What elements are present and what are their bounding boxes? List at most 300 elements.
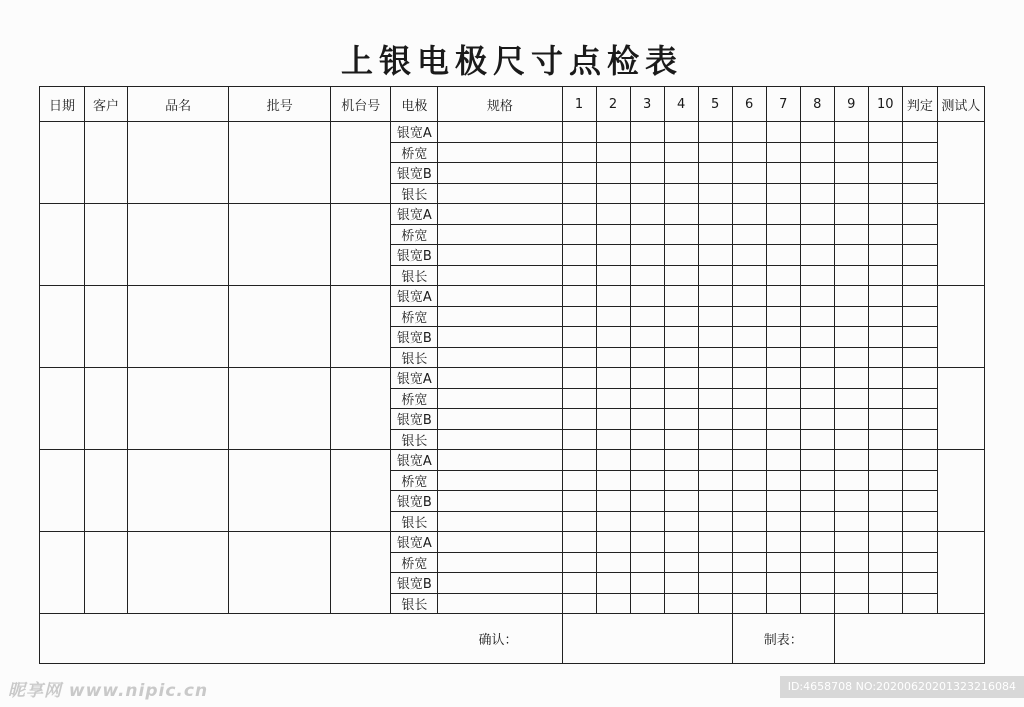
judgment-cell[interactable]	[902, 388, 937, 409]
measurement-cell-8[interactable]	[800, 142, 834, 163]
judgment-cell[interactable]	[902, 122, 937, 143]
measurement-cell-3[interactable]	[630, 122, 664, 143]
measurement-cell-1[interactable]	[562, 327, 596, 348]
measurement-cell-2[interactable]	[596, 552, 630, 573]
judgment-cell[interactable]	[902, 142, 937, 163]
measurement-cell-4[interactable]	[664, 450, 698, 471]
measurement-cell-7[interactable]	[766, 163, 800, 184]
measurement-cell-1[interactable]	[562, 142, 596, 163]
measurement-cell-8[interactable]	[800, 409, 834, 430]
measurement-cell-8[interactable]	[800, 183, 834, 204]
tester-cell[interactable]	[937, 122, 984, 204]
tester-cell[interactable]	[937, 532, 984, 614]
batch-no-cell[interactable]	[229, 368, 331, 450]
measurement-cell-10[interactable]	[868, 306, 902, 327]
measurement-cell-6[interactable]	[732, 573, 766, 594]
measurement-cell-4[interactable]	[664, 593, 698, 614]
measurement-cell-5[interactable]	[698, 470, 732, 491]
judgment-cell[interactable]	[902, 593, 937, 614]
measurement-cell-5[interactable]	[698, 552, 732, 573]
measurement-cell-2[interactable]	[596, 511, 630, 532]
measurement-cell-7[interactable]	[766, 593, 800, 614]
measurement-cell-3[interactable]	[630, 593, 664, 614]
measurement-cell-5[interactable]	[698, 142, 732, 163]
date-cell[interactable]	[40, 532, 85, 614]
measurement-cell-6[interactable]	[732, 306, 766, 327]
date-cell[interactable]	[40, 368, 85, 450]
measurement-cell-5[interactable]	[698, 286, 732, 307]
spec-cell[interactable]	[438, 122, 562, 143]
measurement-cell-4[interactable]	[664, 368, 698, 389]
measurement-cell-1[interactable]	[562, 491, 596, 512]
measurement-cell-2[interactable]	[596, 573, 630, 594]
customer-cell[interactable]	[85, 368, 128, 450]
measurement-cell-3[interactable]	[630, 142, 664, 163]
measurement-cell-7[interactable]	[766, 491, 800, 512]
product-name-cell[interactable]	[128, 532, 229, 614]
measurement-cell-8[interactable]	[800, 265, 834, 286]
measurement-cell-3[interactable]	[630, 347, 664, 368]
measurement-cell-1[interactable]	[562, 573, 596, 594]
measurement-cell-2[interactable]	[596, 142, 630, 163]
spec-cell[interactable]	[438, 265, 562, 286]
measurement-cell-5[interactable]	[698, 429, 732, 450]
measurement-cell-7[interactable]	[766, 470, 800, 491]
measurement-cell-6[interactable]	[732, 511, 766, 532]
measurement-cell-10[interactable]	[868, 245, 902, 266]
measurement-cell-4[interactable]	[664, 470, 698, 491]
measurement-cell-5[interactable]	[698, 388, 732, 409]
measurement-cell-7[interactable]	[766, 388, 800, 409]
measurement-cell-5[interactable]	[698, 491, 732, 512]
measurement-cell-1[interactable]	[562, 265, 596, 286]
customer-cell[interactable]	[85, 204, 128, 286]
measurement-cell-7[interactable]	[766, 450, 800, 471]
measurement-cell-5[interactable]	[698, 532, 732, 553]
measurement-cell-2[interactable]	[596, 204, 630, 225]
measurement-cell-7[interactable]	[766, 183, 800, 204]
measurement-cell-4[interactable]	[664, 429, 698, 450]
measurement-cell-4[interactable]	[664, 511, 698, 532]
measurement-cell-7[interactable]	[766, 245, 800, 266]
spec-cell[interactable]	[438, 511, 562, 532]
measurement-cell-1[interactable]	[562, 286, 596, 307]
measurement-cell-10[interactable]	[868, 593, 902, 614]
measurement-cell-9[interactable]	[834, 306, 868, 327]
measurement-cell-10[interactable]	[868, 388, 902, 409]
measurement-cell-6[interactable]	[732, 122, 766, 143]
measurement-cell-1[interactable]	[562, 122, 596, 143]
judgment-cell[interactable]	[902, 573, 937, 594]
measurement-cell-6[interactable]	[732, 163, 766, 184]
measurement-cell-3[interactable]	[630, 532, 664, 553]
measurement-cell-10[interactable]	[868, 163, 902, 184]
measurement-cell-10[interactable]	[868, 224, 902, 245]
measurement-cell-5[interactable]	[698, 265, 732, 286]
measurement-cell-4[interactable]	[664, 409, 698, 430]
spec-cell[interactable]	[438, 245, 562, 266]
measurement-cell-7[interactable]	[766, 409, 800, 430]
measurement-cell-10[interactable]	[868, 450, 902, 471]
measurement-cell-4[interactable]	[664, 552, 698, 573]
measurement-cell-1[interactable]	[562, 450, 596, 471]
measurement-cell-2[interactable]	[596, 450, 630, 471]
date-cell[interactable]	[40, 204, 85, 286]
measurement-cell-5[interactable]	[698, 163, 732, 184]
measurement-cell-10[interactable]	[868, 470, 902, 491]
date-cell[interactable]	[40, 286, 85, 368]
judgment-cell[interactable]	[902, 327, 937, 348]
measurement-cell-1[interactable]	[562, 204, 596, 225]
measurement-cell-9[interactable]	[834, 224, 868, 245]
batch-no-cell[interactable]	[229, 532, 331, 614]
measurement-cell-6[interactable]	[732, 552, 766, 573]
measurement-cell-2[interactable]	[596, 286, 630, 307]
judgment-cell[interactable]	[902, 552, 937, 573]
tester-cell[interactable]	[937, 368, 984, 450]
measurement-cell-5[interactable]	[698, 327, 732, 348]
spec-cell[interactable]	[438, 306, 562, 327]
measurement-cell-4[interactable]	[664, 142, 698, 163]
measurement-cell-1[interactable]	[562, 552, 596, 573]
measurement-cell-2[interactable]	[596, 368, 630, 389]
spec-cell[interactable]	[438, 142, 562, 163]
measurement-cell-7[interactable]	[766, 224, 800, 245]
spec-cell[interactable]	[438, 163, 562, 184]
judgment-cell[interactable]	[902, 368, 937, 389]
measurement-cell-9[interactable]	[834, 409, 868, 430]
measurement-cell-10[interactable]	[868, 532, 902, 553]
measurement-cell-7[interactable]	[766, 368, 800, 389]
measurement-cell-6[interactable]	[732, 409, 766, 430]
measurement-cell-7[interactable]	[766, 265, 800, 286]
measurement-cell-10[interactable]	[868, 183, 902, 204]
measurement-cell-7[interactable]	[766, 573, 800, 594]
measurement-cell-4[interactable]	[664, 204, 698, 225]
prepared-field[interactable]	[834, 614, 984, 664]
measurement-cell-1[interactable]	[562, 532, 596, 553]
measurement-cell-7[interactable]	[766, 532, 800, 553]
measurement-cell-8[interactable]	[800, 491, 834, 512]
measurement-cell-6[interactable]	[732, 593, 766, 614]
measurement-cell-4[interactable]	[664, 265, 698, 286]
measurement-cell-5[interactable]	[698, 224, 732, 245]
measurement-cell-2[interactable]	[596, 409, 630, 430]
spec-cell[interactable]	[438, 368, 562, 389]
measurement-cell-2[interactable]	[596, 347, 630, 368]
measurement-cell-9[interactable]	[834, 183, 868, 204]
measurement-cell-8[interactable]	[800, 532, 834, 553]
product-name-cell[interactable]	[128, 368, 229, 450]
judgment-cell[interactable]	[902, 491, 937, 512]
measurement-cell-2[interactable]	[596, 388, 630, 409]
measurement-cell-6[interactable]	[732, 368, 766, 389]
measurement-cell-6[interactable]	[732, 532, 766, 553]
measurement-cell-10[interactable]	[868, 265, 902, 286]
spec-cell[interactable]	[438, 347, 562, 368]
machine-no-cell[interactable]	[331, 286, 391, 368]
measurement-cell-1[interactable]	[562, 388, 596, 409]
measurement-cell-3[interactable]	[630, 368, 664, 389]
measurement-cell-10[interactable]	[868, 122, 902, 143]
date-cell[interactable]	[40, 122, 85, 204]
measurement-cell-4[interactable]	[664, 327, 698, 348]
measurement-cell-9[interactable]	[834, 204, 868, 225]
measurement-cell-9[interactable]	[834, 450, 868, 471]
measurement-cell-1[interactable]	[562, 409, 596, 430]
measurement-cell-10[interactable]	[868, 409, 902, 430]
measurement-cell-4[interactable]	[664, 163, 698, 184]
measurement-cell-9[interactable]	[834, 593, 868, 614]
measurement-cell-9[interactable]	[834, 511, 868, 532]
measurement-cell-8[interactable]	[800, 286, 834, 307]
judgment-cell[interactable]	[902, 429, 937, 450]
spec-cell[interactable]	[438, 573, 562, 594]
machine-no-cell[interactable]	[331, 532, 391, 614]
measurement-cell-10[interactable]	[868, 429, 902, 450]
measurement-cell-1[interactable]	[562, 470, 596, 491]
measurement-cell-6[interactable]	[732, 286, 766, 307]
measurement-cell-3[interactable]	[630, 327, 664, 348]
measurement-cell-1[interactable]	[562, 306, 596, 327]
measurement-cell-4[interactable]	[664, 245, 698, 266]
measurement-cell-6[interactable]	[732, 183, 766, 204]
measurement-cell-10[interactable]	[868, 552, 902, 573]
judgment-cell[interactable]	[902, 163, 937, 184]
measurement-cell-6[interactable]	[732, 265, 766, 286]
measurement-cell-2[interactable]	[596, 429, 630, 450]
measurement-cell-9[interactable]	[834, 532, 868, 553]
measurement-cell-6[interactable]	[732, 491, 766, 512]
measurement-cell-2[interactable]	[596, 470, 630, 491]
measurement-cell-6[interactable]	[732, 142, 766, 163]
measurement-cell-5[interactable]	[698, 573, 732, 594]
measurement-cell-9[interactable]	[834, 245, 868, 266]
measurement-cell-2[interactable]	[596, 593, 630, 614]
measurement-cell-5[interactable]	[698, 204, 732, 225]
measurement-cell-10[interactable]	[868, 573, 902, 594]
spec-cell[interactable]	[438, 491, 562, 512]
measurement-cell-2[interactable]	[596, 491, 630, 512]
measurement-cell-4[interactable]	[664, 306, 698, 327]
measurement-cell-8[interactable]	[800, 470, 834, 491]
spec-cell[interactable]	[438, 532, 562, 553]
measurement-cell-8[interactable]	[800, 450, 834, 471]
measurement-cell-9[interactable]	[834, 552, 868, 573]
measurement-cell-6[interactable]	[732, 388, 766, 409]
measurement-cell-7[interactable]	[766, 511, 800, 532]
measurement-cell-1[interactable]	[562, 224, 596, 245]
spec-cell[interactable]	[438, 286, 562, 307]
measurement-cell-1[interactable]	[562, 183, 596, 204]
measurement-cell-9[interactable]	[834, 327, 868, 348]
measurement-cell-2[interactable]	[596, 327, 630, 348]
measurement-cell-10[interactable]	[868, 204, 902, 225]
judgment-cell[interactable]	[902, 470, 937, 491]
measurement-cell-7[interactable]	[766, 429, 800, 450]
measurement-cell-5[interactable]	[698, 409, 732, 430]
judgment-cell[interactable]	[902, 265, 937, 286]
measurement-cell-4[interactable]	[664, 532, 698, 553]
measurement-cell-3[interactable]	[630, 573, 664, 594]
customer-cell[interactable]	[85, 532, 128, 614]
measurement-cell-8[interactable]	[800, 122, 834, 143]
tester-cell[interactable]	[937, 450, 984, 532]
measurement-cell-8[interactable]	[800, 224, 834, 245]
judgment-cell[interactable]	[902, 245, 937, 266]
measurement-cell-8[interactable]	[800, 388, 834, 409]
measurement-cell-2[interactable]	[596, 163, 630, 184]
measurement-cell-6[interactable]	[732, 204, 766, 225]
measurement-cell-6[interactable]	[732, 470, 766, 491]
measurement-cell-3[interactable]	[630, 388, 664, 409]
measurement-cell-9[interactable]	[834, 265, 868, 286]
measurement-cell-8[interactable]	[800, 552, 834, 573]
measurement-cell-6[interactable]	[732, 347, 766, 368]
measurement-cell-4[interactable]	[664, 286, 698, 307]
judgment-cell[interactable]	[902, 511, 937, 532]
machine-no-cell[interactable]	[331, 122, 391, 204]
measurement-cell-7[interactable]	[766, 347, 800, 368]
measurement-cell-3[interactable]	[630, 552, 664, 573]
judgment-cell[interactable]	[902, 183, 937, 204]
measurement-cell-6[interactable]	[732, 224, 766, 245]
product-name-cell[interactable]	[128, 122, 229, 204]
measurement-cell-8[interactable]	[800, 327, 834, 348]
spec-cell[interactable]	[438, 470, 562, 491]
measurement-cell-5[interactable]	[698, 245, 732, 266]
customer-cell[interactable]	[85, 286, 128, 368]
measurement-cell-8[interactable]	[800, 245, 834, 266]
measurement-cell-2[interactable]	[596, 224, 630, 245]
measurement-cell-8[interactable]	[800, 573, 834, 594]
tester-cell[interactable]	[937, 286, 984, 368]
machine-no-cell[interactable]	[331, 368, 391, 450]
measurement-cell-3[interactable]	[630, 491, 664, 512]
measurement-cell-9[interactable]	[834, 163, 868, 184]
spec-cell[interactable]	[438, 409, 562, 430]
measurement-cell-6[interactable]	[732, 327, 766, 348]
measurement-cell-10[interactable]	[868, 142, 902, 163]
tester-cell[interactable]	[937, 204, 984, 286]
measurement-cell-7[interactable]	[766, 286, 800, 307]
measurement-cell-5[interactable]	[698, 183, 732, 204]
measurement-cell-8[interactable]	[800, 347, 834, 368]
measurement-cell-3[interactable]	[630, 265, 664, 286]
batch-no-cell[interactable]	[229, 450, 331, 532]
measurement-cell-5[interactable]	[698, 306, 732, 327]
measurement-cell-10[interactable]	[868, 327, 902, 348]
customer-cell[interactable]	[85, 450, 128, 532]
measurement-cell-9[interactable]	[834, 470, 868, 491]
measurement-cell-3[interactable]	[630, 429, 664, 450]
measurement-cell-9[interactable]	[834, 491, 868, 512]
measurement-cell-10[interactable]	[868, 286, 902, 307]
measurement-cell-9[interactable]	[834, 347, 868, 368]
measurement-cell-3[interactable]	[630, 409, 664, 430]
measurement-cell-7[interactable]	[766, 122, 800, 143]
measurement-cell-5[interactable]	[698, 122, 732, 143]
measurement-cell-3[interactable]	[630, 511, 664, 532]
measurement-cell-2[interactable]	[596, 245, 630, 266]
measurement-cell-10[interactable]	[868, 368, 902, 389]
measurement-cell-9[interactable]	[834, 573, 868, 594]
measurement-cell-9[interactable]	[834, 286, 868, 307]
judgment-cell[interactable]	[902, 306, 937, 327]
measurement-cell-3[interactable]	[630, 306, 664, 327]
measurement-cell-3[interactable]	[630, 183, 664, 204]
date-cell[interactable]	[40, 450, 85, 532]
measurement-cell-5[interactable]	[698, 511, 732, 532]
measurement-cell-4[interactable]	[664, 122, 698, 143]
product-name-cell[interactable]	[128, 286, 229, 368]
confirm-field[interactable]	[562, 614, 732, 664]
machine-no-cell[interactable]	[331, 450, 391, 532]
measurement-cell-7[interactable]	[766, 327, 800, 348]
spec-cell[interactable]	[438, 429, 562, 450]
measurement-cell-1[interactable]	[562, 245, 596, 266]
spec-cell[interactable]	[438, 204, 562, 225]
judgment-cell[interactable]	[902, 532, 937, 553]
batch-no-cell[interactable]	[229, 122, 331, 204]
machine-no-cell[interactable]	[331, 204, 391, 286]
measurement-cell-1[interactable]	[562, 368, 596, 389]
measurement-cell-3[interactable]	[630, 470, 664, 491]
measurement-cell-9[interactable]	[834, 429, 868, 450]
measurement-cell-7[interactable]	[766, 142, 800, 163]
measurement-cell-6[interactable]	[732, 450, 766, 471]
measurement-cell-3[interactable]	[630, 224, 664, 245]
measurement-cell-4[interactable]	[664, 183, 698, 204]
batch-no-cell[interactable]	[229, 204, 331, 286]
measurement-cell-6[interactable]	[732, 429, 766, 450]
product-name-cell[interactable]	[128, 450, 229, 532]
spec-cell[interactable]	[438, 552, 562, 573]
spec-cell[interactable]	[438, 450, 562, 471]
measurement-cell-6[interactable]	[732, 245, 766, 266]
measurement-cell-2[interactable]	[596, 122, 630, 143]
measurement-cell-4[interactable]	[664, 347, 698, 368]
judgment-cell[interactable]	[902, 224, 937, 245]
measurement-cell-8[interactable]	[800, 368, 834, 389]
spec-cell[interactable]	[438, 327, 562, 348]
spec-cell[interactable]	[438, 224, 562, 245]
measurement-cell-3[interactable]	[630, 450, 664, 471]
measurement-cell-1[interactable]	[562, 347, 596, 368]
measurement-cell-8[interactable]	[800, 204, 834, 225]
measurement-cell-7[interactable]	[766, 306, 800, 327]
measurement-cell-4[interactable]	[664, 491, 698, 512]
spec-cell[interactable]	[438, 593, 562, 614]
measurement-cell-1[interactable]	[562, 511, 596, 532]
measurement-cell-3[interactable]	[630, 286, 664, 307]
measurement-cell-2[interactable]	[596, 183, 630, 204]
judgment-cell[interactable]	[902, 409, 937, 430]
measurement-cell-4[interactable]	[664, 224, 698, 245]
spec-cell[interactable]	[438, 183, 562, 204]
measurement-cell-5[interactable]	[698, 450, 732, 471]
measurement-cell-3[interactable]	[630, 204, 664, 225]
measurement-cell-7[interactable]	[766, 552, 800, 573]
measurement-cell-8[interactable]	[800, 429, 834, 450]
measurement-cell-10[interactable]	[868, 511, 902, 532]
product-name-cell[interactable]	[128, 204, 229, 286]
measurement-cell-3[interactable]	[630, 163, 664, 184]
measurement-cell-8[interactable]	[800, 511, 834, 532]
judgment-cell[interactable]	[902, 286, 937, 307]
measurement-cell-10[interactable]	[868, 347, 902, 368]
measurement-cell-1[interactable]	[562, 593, 596, 614]
